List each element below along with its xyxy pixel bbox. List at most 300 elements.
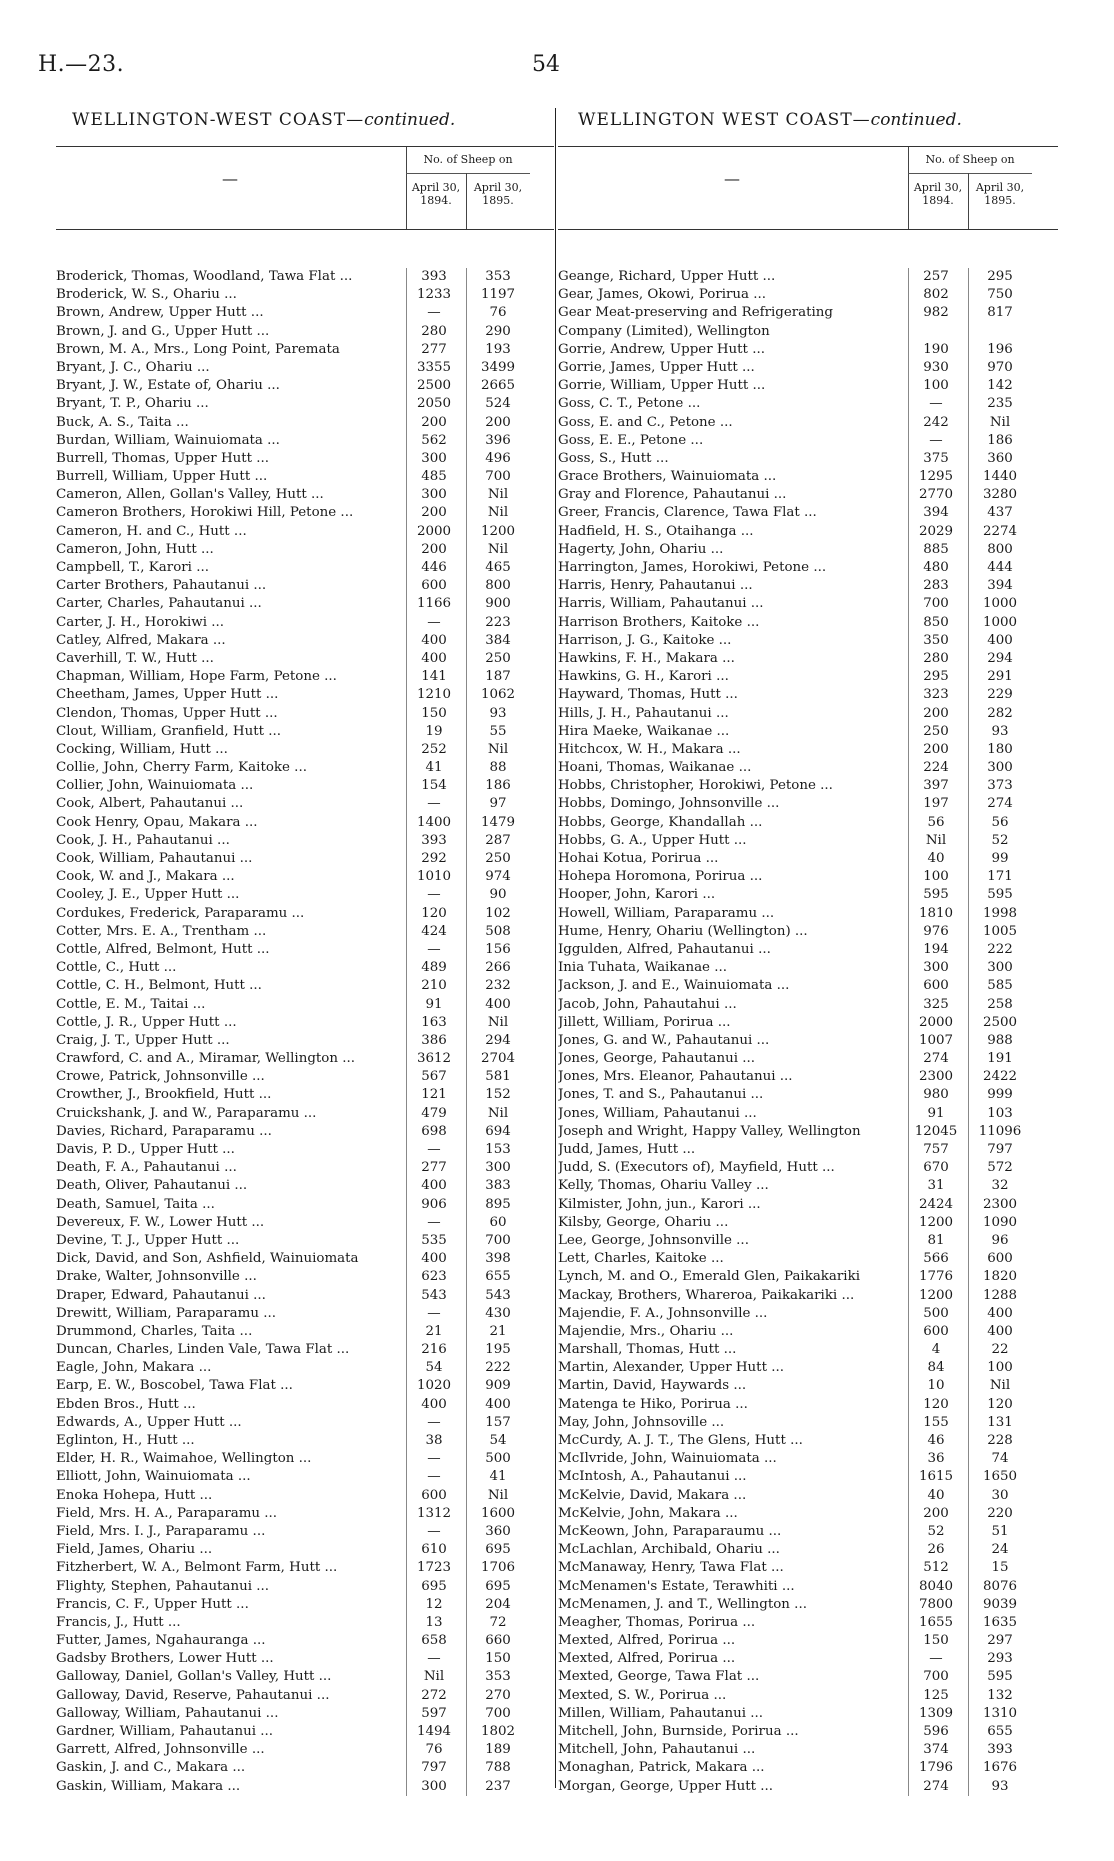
cell-rule <box>466 1050 467 1068</box>
owner-name: Bryant, J. W., Estate of, Ohariu ... <box>56 378 280 394</box>
sheep-1895: 186 <box>485 778 511 794</box>
cell-rule <box>908 723 909 741</box>
owner-name: Mitchell, John, Burnside, Porirua ... <box>558 1724 799 1739</box>
cell-rule <box>466 1614 467 1632</box>
table-row <box>558 850 1058 868</box>
sheep-1894: 216 <box>421 1342 447 1358</box>
sheep-1895: 1288 <box>982 1287 1018 1303</box>
cell-rule <box>406 1014 407 1032</box>
table-row <box>56 1432 554 1450</box>
cell-rule <box>908 832 909 850</box>
sheep-1895: 187 <box>485 669 511 685</box>
table-row <box>558 759 1058 777</box>
cell-rule <box>908 996 909 1014</box>
owner-name: Mitchell, John, Pahautanui ... <box>558 1742 756 1758</box>
sheep-1895: 90 <box>489 887 507 903</box>
table-row <box>558 1450 1058 1468</box>
sheep-1894: 658 <box>421 1633 447 1649</box>
table-row <box>558 1414 1058 1432</box>
cell-rule <box>466 395 467 413</box>
table-row <box>558 1159 1058 1177</box>
owner-name: Cook, Albert, Pahautanui ... <box>56 796 244 812</box>
cell-rule <box>466 741 467 759</box>
table-body <box>558 268 1058 1796</box>
sheep-1895: 800 <box>485 578 511 594</box>
column-title <box>558 108 1058 146</box>
cell-rule <box>406 577 407 595</box>
table-row <box>558 341 1058 359</box>
table-row <box>56 1541 554 1559</box>
owner-name: Crowther, J., Brookfield, Hutt ... <box>56 1087 272 1103</box>
cell-rule <box>908 1396 909 1414</box>
cell-rule <box>466 832 467 850</box>
sheep-1894: — <box>929 396 943 412</box>
table-row <box>56 1068 554 1086</box>
cell-rule <box>908 850 909 868</box>
sheep-1894: 600 <box>923 1323 949 1339</box>
cell-rule <box>466 1559 467 1577</box>
table-row <box>558 705 1058 723</box>
cell-rule <box>466 1741 467 1759</box>
owner-name: Cook, William, Pahautanui ... <box>56 851 253 866</box>
cell-rule <box>968 486 969 504</box>
cell-rule <box>406 504 407 522</box>
header-rule <box>908 173 1032 174</box>
cell-rule <box>406 959 407 977</box>
owner-name: Bryant, T. P., Ohariu ... <box>56 396 209 412</box>
sheep-1895: 186 <box>987 432 1013 448</box>
sheep-1894: 1020 <box>416 1378 452 1394</box>
sheep-1894: 200 <box>421 505 447 521</box>
sheep-1895: 290 <box>485 323 511 339</box>
year-1895-header: April 30, 1895. <box>473 181 523 207</box>
cell-rule <box>406 1468 407 1486</box>
cell-rule <box>968 1086 969 1104</box>
sheep-1895: 1000 <box>982 614 1018 630</box>
sheep-1894: 543 <box>421 1287 447 1303</box>
table-row <box>558 1032 1058 1050</box>
cell-rule <box>466 1086 467 1104</box>
table-row <box>56 1341 554 1359</box>
sheep-1894: 210 <box>421 978 447 994</box>
cell-rule <box>406 1086 407 1104</box>
cell-rule <box>908 1123 909 1141</box>
table-row <box>56 650 554 668</box>
table-row <box>56 723 554 741</box>
cell-rule <box>968 1541 969 1559</box>
owner-name: Harris, William, Pahautanui ... <box>558 596 764 612</box>
sheep-1894: — <box>427 1214 441 1230</box>
cell-rule <box>908 1778 909 1796</box>
sheep-1895: 1440 <box>982 469 1018 485</box>
sheep-count-header: No. of Sheep on <box>925 153 1015 166</box>
owner-name: Jillett, William, Porirua ... <box>558 1014 731 1030</box>
cell-rule <box>406 304 407 322</box>
sheep-1895: 394 <box>987 578 1013 594</box>
cell-rule <box>406 468 407 486</box>
sheep-1894: 250 <box>923 723 949 739</box>
sheep-1894: 194 <box>923 941 949 957</box>
owner-name: Jackson, J. and E., Wainuiomata ... <box>558 978 790 994</box>
cell-rule <box>466 1232 467 1250</box>
cell-rule <box>908 395 909 413</box>
cell-rule <box>406 1559 407 1577</box>
cell-rule <box>908 377 909 395</box>
sheep-1895: 294 <box>987 650 1013 666</box>
sheep-1894: 46 <box>927 1433 945 1448</box>
column-title-main: WELLINGTON WEST COAST— <box>578 110 871 130</box>
owner-name: Majendie, F. A., Johnsonville ... <box>558 1305 768 1321</box>
sheep-1895: 400 <box>987 1323 1013 1339</box>
cell-rule <box>908 1141 909 1159</box>
cell-rule <box>406 759 407 777</box>
owner-name: Cottle, C. H., Belmont, Hutt ... <box>56 978 262 994</box>
sheep-1894: 797 <box>421 1760 447 1776</box>
sheep-1894: 2770 <box>918 487 954 503</box>
cell-rule <box>466 1287 467 1305</box>
cell-rule <box>908 1687 909 1705</box>
sheep-1894: 13 <box>425 1614 443 1630</box>
table-row <box>558 1759 1058 1777</box>
sheep-1895: 524 <box>485 396 511 412</box>
owner-name: Cruickshank, J. and W., Paraparamu ... <box>56 1105 317 1121</box>
owner-name: Field, Mrs. H. A., Paraparamu ... <box>56 1505 278 1521</box>
sheep-1894: 242 <box>923 414 949 430</box>
owner-name: Hume, Henry, Ohariu (Wellington) ... <box>558 923 808 939</box>
table-row <box>56 1359 554 1377</box>
sheep-1894: 400 <box>421 632 447 648</box>
sheep-1895: 74 <box>991 1451 1009 1467</box>
sheep-1894: — <box>427 941 441 957</box>
cell-rule <box>406 1414 407 1432</box>
sheep-1895: 585 <box>987 978 1013 994</box>
sheep-1895: 103 <box>987 1105 1013 1121</box>
cell-rule <box>908 1468 909 1486</box>
sheep-1895: 572 <box>987 1160 1013 1176</box>
sheep-1895: 360 <box>987 450 1013 466</box>
sheep-1895: 373 <box>987 778 1013 794</box>
cell-rule <box>908 1450 909 1468</box>
report-reference: H.—23. <box>38 52 125 77</box>
cell-rule <box>466 450 467 468</box>
sheep-1894: 695 <box>421 1578 447 1594</box>
sheep-1894: 700 <box>923 1669 949 1685</box>
sheep-1895: 96 <box>991 1232 1009 1248</box>
cell-rule <box>466 1450 467 1468</box>
sheep-1894: 485 <box>421 469 447 485</box>
sheep-1894: 163 <box>421 1014 447 1030</box>
sheep-1895: 974 <box>485 869 511 885</box>
cell-rule <box>406 377 407 395</box>
sheep-1894: — <box>427 1305 441 1321</box>
cell-rule <box>908 541 909 559</box>
table-row <box>56 1105 554 1123</box>
sheep-1895: Nil <box>487 505 509 521</box>
sheep-1895: 191 <box>987 1051 1013 1067</box>
owner-name: Cameron, Allen, Gollan's Valley, Hutt ... <box>56 487 324 503</box>
owner-name: Hobbs, Christopher, Horokiwi, Petone ... <box>558 778 833 794</box>
cell-rule <box>406 1778 407 1796</box>
sheep-1895: 270 <box>485 1687 511 1703</box>
cell-rule <box>908 595 909 613</box>
table-row <box>558 1086 1058 1104</box>
owner-name: Cottle, J. R., Upper Hutt ... <box>56 1014 237 1030</box>
table-row <box>56 341 554 359</box>
cell-rule <box>968 432 969 450</box>
cell-rule <box>908 1341 909 1359</box>
cell-rule <box>406 1487 407 1505</box>
cell-rule <box>406 668 407 686</box>
owner-name: Judd, S. (Executors of), Mayfield, Hutt ... <box>558 1160 835 1176</box>
sheep-1894: 325 <box>923 996 949 1012</box>
cell-rule <box>406 923 407 941</box>
sheep-1895: 400 <box>485 1396 511 1412</box>
table-row <box>558 486 1058 504</box>
cell-rule <box>406 1741 407 1759</box>
sheep-1895: 895 <box>485 1196 511 1212</box>
sheep-1895: 21 <box>489 1323 507 1339</box>
sheep-1894: 100 <box>923 869 949 885</box>
table-row <box>56 1414 554 1432</box>
owner-name: Craig, J. T., Upper Hutt ... <box>56 1032 230 1048</box>
owner-name: McIlvride, John, Wainuiomata ... <box>558 1451 777 1467</box>
table-row <box>558 1523 1058 1541</box>
table-row <box>558 1232 1058 1250</box>
sheep-1895: 51 <box>991 1523 1009 1539</box>
cell-rule <box>908 1323 909 1341</box>
sheep-1895: 1998 <box>982 905 1018 921</box>
table-row <box>56 414 554 432</box>
owner-name: Brown, Andrew, Upper Hutt ... <box>56 305 264 321</box>
sheep-1895: 100 <box>987 1360 1013 1376</box>
year-1895-header: April 30, 1895. <box>975 181 1025 207</box>
cell-rule <box>406 650 407 668</box>
sheep-1894: 7800 <box>918 1596 954 1612</box>
table-row <box>56 1578 554 1596</box>
cell-rule <box>968 286 969 304</box>
cell-rule <box>908 1014 909 1032</box>
cell-rule <box>406 595 407 613</box>
table-row <box>56 795 554 813</box>
cell-rule <box>406 886 407 904</box>
owner-name: Millen, William, Pahautanui ... <box>558 1705 764 1721</box>
sheep-1895: 797 <box>987 1142 1013 1157</box>
sheep-1895: Nil <box>989 1378 1011 1394</box>
sheep-1894: 1200 <box>918 1287 954 1303</box>
cell-rule <box>406 832 407 850</box>
sheep-1894: 394 <box>923 505 949 521</box>
cell-rule <box>908 1668 909 1686</box>
cell-rule <box>908 559 909 577</box>
sheep-1895: 1635 <box>982 1614 1018 1630</box>
right-column <box>558 108 1058 1796</box>
cell-rule <box>466 1141 467 1159</box>
owner-name: Bryant, J. C., Ohariu ... <box>56 359 210 375</box>
cell-rule <box>406 741 407 759</box>
cell-rule <box>466 959 467 977</box>
cell-rule <box>908 1432 909 1450</box>
table-row <box>56 1596 554 1614</box>
sheep-1895: 1650 <box>982 1469 1018 1485</box>
sheep-1895: 1706 <box>480 1560 516 1576</box>
cell-rule <box>908 941 909 959</box>
table-row <box>558 668 1058 686</box>
cell-rule <box>908 668 909 686</box>
sheep-1895: 223 <box>485 614 511 630</box>
table-row <box>558 686 1058 704</box>
table-row <box>558 450 1058 468</box>
owner-name: Cook Henry, Opau, Makara ... <box>56 814 258 830</box>
owner-name: Cameron Brothers, Horokiwi Hill, Petone ... <box>56 505 354 521</box>
cell-rule <box>466 868 467 886</box>
page-number: 54 <box>532 52 560 77</box>
sheep-1894: 1796 <box>918 1760 954 1776</box>
sheep-1895: 180 <box>987 741 1013 757</box>
sheep-1895: 15 <box>991 1560 1009 1576</box>
sheep-1895: 400 <box>987 1305 1013 1321</box>
sheep-1894: 567 <box>421 1069 447 1085</box>
cell-rule <box>968 614 969 632</box>
cell-rule <box>908 1105 909 1123</box>
table-row <box>56 1177 554 1195</box>
cell-rule <box>406 686 407 704</box>
table-row <box>558 1396 1058 1414</box>
sheep-1894: 980 <box>923 1087 949 1103</box>
year-1894-header: April 30, 1894. <box>913 181 963 207</box>
sheep-1894: 1494 <box>416 1724 452 1739</box>
owner-name: Hohai Kotua, Porirua ... <box>558 851 719 866</box>
table-row <box>56 1723 554 1741</box>
sheep-1895: 700 <box>485 469 511 485</box>
cell-rule <box>466 850 467 868</box>
sheep-1894: 1723 <box>416 1560 452 1576</box>
sheep-1894: 489 <box>421 960 447 976</box>
table-row <box>56 850 554 868</box>
cell-rule <box>908 886 909 904</box>
sheep-1894: 2050 <box>416 396 452 412</box>
cell-rule <box>466 504 467 522</box>
table-row <box>558 323 1058 341</box>
table-row <box>56 1014 554 1032</box>
cell-rule <box>466 1414 467 1432</box>
sheep-1894: 56 <box>927 814 945 830</box>
sheep-1895: 909 <box>485 1378 511 1394</box>
table-row <box>56 377 554 395</box>
sheep-1894: 154 <box>421 778 447 794</box>
table-row <box>558 1268 1058 1286</box>
sheep-1894: 600 <box>421 1487 447 1503</box>
cell-rule <box>466 1668 467 1686</box>
cell-rule <box>968 959 969 977</box>
cell-rule <box>968 1778 969 1796</box>
cell-rule <box>968 1687 969 1705</box>
cell-rule <box>908 486 909 504</box>
sheep-1895: 300 <box>987 760 1013 776</box>
cell-rule <box>406 559 407 577</box>
cell-rule <box>466 777 467 795</box>
sheep-1894: 31 <box>927 1178 945 1194</box>
sheep-1895: 30 <box>991 1487 1009 1503</box>
sheep-1894: 1166 <box>416 596 452 612</box>
owner-name: Carter, J. H., Horokiwi ... <box>56 614 225 630</box>
table-row <box>558 1305 1058 1323</box>
owner-name: Jones, G. and W., Pahautanui ... <box>558 1032 770 1048</box>
owner-name: Goss, S., Hutt ... <box>558 450 669 466</box>
table-row <box>558 941 1058 959</box>
cell-rule <box>466 1177 467 1195</box>
owner-name: May, John, Johnsoville ... <box>558 1414 725 1430</box>
sheep-1894: 1007 <box>918 1032 954 1048</box>
cell-rule <box>466 1014 467 1032</box>
sheep-1894: 26 <box>927 1542 945 1558</box>
owner-name: Harris, Henry, Pahautanui ... <box>558 578 753 594</box>
cell-rule <box>908 614 909 632</box>
sheep-1894: — <box>929 1651 943 1667</box>
owner-name: Mexted, Alfred, Porirua ... <box>558 1651 736 1667</box>
owner-name: Burdan, William, Wainuiomata ... <box>56 432 280 448</box>
cell-rule <box>908 977 909 995</box>
sheep-1895: 250 <box>485 650 511 666</box>
cell-rule <box>466 341 467 359</box>
sheep-1895: 3280 <box>982 487 1018 503</box>
cell-rule <box>466 996 467 1014</box>
owner-name: Geange, Richard, Upper Hutt ... <box>558 269 776 284</box>
cell-rule <box>908 1377 909 1395</box>
sheep-1895: 999 <box>987 1087 1013 1103</box>
cell-rule <box>406 1668 407 1686</box>
sheep-1895: 400 <box>485 996 511 1012</box>
cell-rule <box>968 1050 969 1068</box>
table-row <box>56 1196 554 1214</box>
cell-rule <box>406 996 407 1014</box>
cell-rule <box>968 941 969 959</box>
cell-rule <box>466 1068 467 1086</box>
sheep-1895: 56 <box>991 814 1009 830</box>
owner-name: McKelvie, John, Makara ... <box>558 1505 738 1521</box>
sheep-1895: 204 <box>485 1596 511 1612</box>
sheep-1894: 12045 <box>914 1123 958 1139</box>
cell-rule <box>406 777 407 795</box>
sheep-1894: 393 <box>421 832 447 848</box>
cell-rule <box>908 959 909 977</box>
owner-name: Burrell, Thomas, Upper Hutt ... <box>56 450 270 466</box>
table-row <box>558 1177 1058 1195</box>
owner-name: Jones, William, Pahautanui ... <box>558 1105 757 1121</box>
owner-name: Galloway, David, Reserve, Pahautanui ... <box>56 1687 330 1703</box>
sheep-1895: 1600 <box>480 1505 516 1521</box>
sheep-1894: 2300 <box>918 1069 954 1085</box>
sheep-1895: 353 <box>485 1669 511 1685</box>
sheep-1895: 9039 <box>982 1596 1018 1612</box>
sheep-1894: 623 <box>421 1269 447 1285</box>
cell-rule <box>466 1105 467 1123</box>
owner-name: McLachlan, Archibald, Ohariu ... <box>558 1542 780 1558</box>
sheep-1894: 850 <box>923 614 949 630</box>
cell-rule <box>406 1323 407 1341</box>
sheep-1894: 566 <box>923 1251 949 1267</box>
table-row <box>56 1377 554 1395</box>
sheep-1895: 1820 <box>982 1269 1018 1285</box>
owner-name: Kilsby, George, Ohariu ... <box>558 1214 729 1230</box>
owner-name: Monaghan, Patrick, Makara ... <box>558 1760 765 1776</box>
cell-rule <box>466 523 467 541</box>
sheep-1895: 287 <box>485 832 511 848</box>
owner-name: Mexted, George, Tawa Flat ... <box>558 1669 760 1685</box>
sheep-1894: 424 <box>421 923 447 939</box>
owner-name: Gaskin, William, Makara ... <box>56 1778 241 1794</box>
sheep-1894: 200 <box>923 741 949 757</box>
cell-rule <box>466 1687 467 1705</box>
